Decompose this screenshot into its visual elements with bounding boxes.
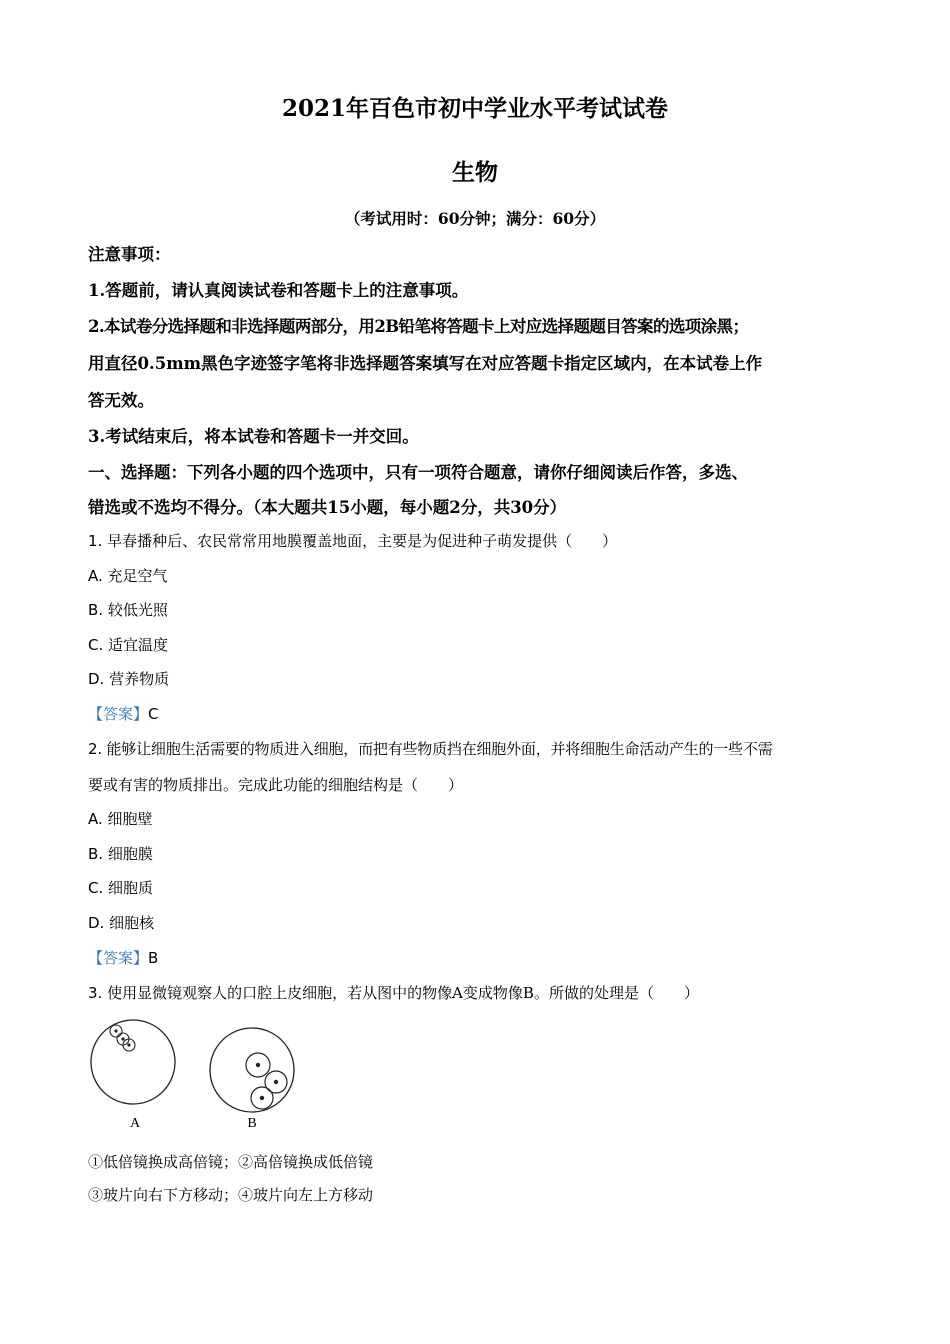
option-text: 营养物质 xyxy=(109,670,170,688)
question-3-choices-line-1 xyxy=(88,1151,878,1172)
view-circle-b xyxy=(210,1028,294,1112)
question-number: 1. xyxy=(88,532,103,550)
question-3-stem xyxy=(88,982,878,1003)
option-letter: C. xyxy=(88,879,104,897)
cell-small xyxy=(110,1025,122,1037)
question-2-answer xyxy=(88,947,878,968)
option-letter: B. xyxy=(88,845,104,863)
option-letter: A. xyxy=(88,810,103,828)
label-b: B xyxy=(247,1116,257,1131)
notice-item-2-line-2: 用直径0.5mm黑色字迹签字笔将非选择题答案填写在对应答题卡指定区域内，在本试卷上作 xyxy=(88,354,763,373)
option-text: 充足空气 xyxy=(107,567,168,585)
section-1-line-1: 一、选择题：下列各小题的四个选项中，只有一项符合题意，请你仔细阅读后作答，多选、 xyxy=(88,463,748,482)
choices-text: ①低倍镜换成高倍镜；②高倍镜换成低倍镜 xyxy=(88,1153,374,1171)
question-2-option-a xyxy=(88,808,878,829)
question-2-stem-line-2 xyxy=(88,774,878,795)
answer-value: B xyxy=(148,949,159,967)
question-number: 3. xyxy=(88,984,103,1002)
question-2-option-b xyxy=(88,843,878,864)
question-1-option-c xyxy=(88,634,878,655)
question-1-option-b xyxy=(88,599,878,620)
field-of-view-a xyxy=(91,1020,175,1131)
answer-tag: 【答案】 xyxy=(88,705,149,723)
exam-title: 2021年百色市初中学业水平考试试卷 xyxy=(281,95,668,122)
option-text: 细胞质 xyxy=(108,879,154,897)
option-letter: D. xyxy=(88,670,105,688)
question-text: 使用显微镜观察人的口腔上皮细胞，若从图中的物像A变成物像B。所做的处理是（ ） xyxy=(107,984,699,1002)
cell-large xyxy=(251,1087,273,1109)
question-number: 2. xyxy=(88,740,102,758)
field-of-view-b xyxy=(210,1028,294,1131)
option-text: 细胞壁 xyxy=(107,810,153,828)
choices-text: ③玻片向右下方移动；④玻片向左上方移动 xyxy=(88,1186,374,1204)
option-text: 细胞膜 xyxy=(107,845,153,863)
question-text: 早春播种后、农民常常用地膜覆盖地面，主要是为促进种子萌发提供（ ） xyxy=(107,532,618,550)
section-1-line-2: 错选或不选均不得分。（本大题共15小题，每小题2分，共30分） xyxy=(88,498,567,517)
view-circle-a xyxy=(91,1020,175,1104)
question-1-answer xyxy=(88,703,878,724)
option-letter: A. xyxy=(88,567,103,585)
answer-tag: 【答案】 xyxy=(88,949,149,967)
question-1-option-a xyxy=(88,565,878,586)
label-a: A xyxy=(129,1116,141,1131)
option-letter: D. xyxy=(88,914,105,932)
question-1-stem xyxy=(88,530,878,551)
subject-title: 生物 xyxy=(452,159,498,186)
cell-large xyxy=(246,1053,270,1077)
question-text: 能够让细胞生活需要的物质进入细胞，而把有些物质挡在细胞外面，并将细胞生命活动产生的一些不需 xyxy=(106,740,773,758)
option-text: 适宜温度 xyxy=(108,636,169,654)
notice-item-3: 3.考试结束后，将本试卷和答题卡一并交回。 xyxy=(88,427,419,446)
answer-value: C xyxy=(148,705,159,723)
question-3-choices-line-2 xyxy=(88,1184,878,1205)
notice-item-1: 1.答题前，请认真阅读试卷和答题卡上的注意事项。 xyxy=(88,281,469,300)
notice-item-2-line-3: 答无效。 xyxy=(88,391,154,410)
question-2-option-d xyxy=(88,912,878,933)
question-1-option-d xyxy=(88,668,878,689)
option-letter: C. xyxy=(88,636,104,654)
question-2-option-c xyxy=(88,877,878,898)
question-2-stem-line-1 xyxy=(88,738,878,759)
question-text: 要或有害的物质排出。完成此功能的细胞结构是（ ） xyxy=(88,776,464,794)
notice-heading: 注意事项： xyxy=(88,245,171,264)
notice-item-2-line-1: 2.本试卷分选择题和非选择题两部分，用2B铅笔将答题卡上对应选择题题目答案的选项涂黑； xyxy=(88,317,749,336)
option-text: 较低光照 xyxy=(107,601,168,619)
option-text: 细胞核 xyxy=(109,914,155,932)
microscope-figure xyxy=(86,1018,306,1136)
exam-info: （考试用时：60分钟；满分：60分） xyxy=(344,209,606,228)
option-letter: B. xyxy=(88,601,104,619)
